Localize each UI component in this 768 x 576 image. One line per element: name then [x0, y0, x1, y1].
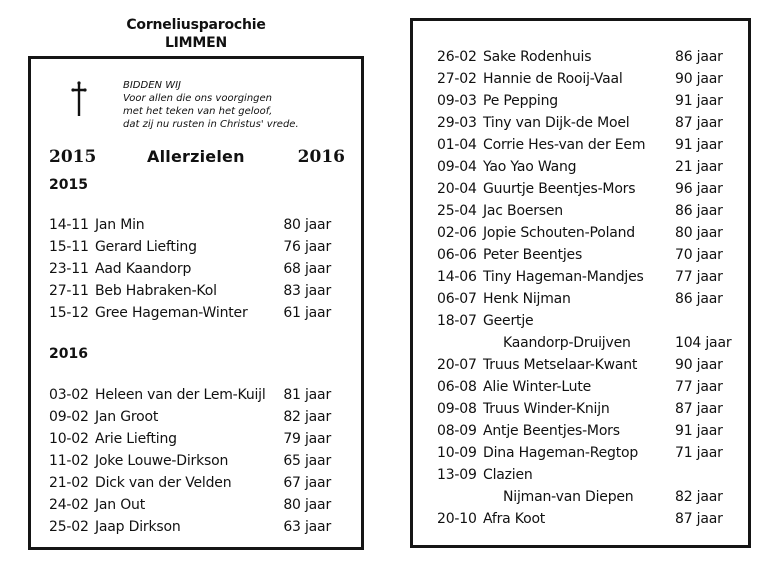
entry-age: 91 jaar	[675, 93, 723, 109]
section-heading-2015: 2015	[49, 177, 88, 193]
list-item	[437, 508, 729, 530]
list-item	[437, 222, 729, 244]
entry-age: 80 jaar	[675, 225, 723, 241]
prayer-text	[123, 79, 353, 131]
parish-name: Corneliusparochie	[126, 17, 266, 33]
entry-age: 82 jaar	[675, 489, 723, 505]
entry-date: 27-02	[437, 71, 477, 87]
entry-date: 20-10	[437, 511, 477, 527]
list-item	[49, 516, 331, 538]
list-item	[437, 178, 729, 200]
list-item	[437, 68, 729, 90]
entry-date: 15-12	[49, 305, 89, 321]
entry-age: 90 jaar	[675, 71, 723, 87]
entry-name: Antje Beentjes-Mors	[483, 423, 620, 439]
prayer-line: BIDDEN WIJ	[123, 80, 181, 91]
entry-date: 14-11	[49, 217, 89, 233]
entry-age: 81 jaar	[283, 387, 331, 403]
entry-name: Jaap Dirkson	[95, 519, 181, 535]
entry-name: Truus Winder-Knijn	[483, 401, 610, 417]
entry-age: 67 jaar	[283, 475, 331, 491]
section-heading-2016: 2016	[49, 346, 88, 362]
list-item	[437, 442, 729, 464]
entry-age: 21 jaar	[675, 159, 723, 175]
entry-age: 96 jaar	[675, 181, 723, 197]
title-year-right: 2016	[297, 147, 345, 167]
entry-age: 90 jaar	[675, 357, 723, 373]
entry-date: 25-04	[437, 203, 477, 219]
entry-name: Gree Hageman-Winter	[95, 305, 248, 321]
list-item	[437, 266, 729, 288]
entry-name: Peter Beentjes	[483, 247, 583, 263]
entry-date: 09-08	[437, 401, 477, 417]
entry-date: 09-04	[437, 159, 477, 175]
entry-age: 79 jaar	[283, 431, 331, 447]
entry-name: Jan Min	[95, 217, 145, 233]
list-item	[437, 46, 729, 68]
list-item	[437, 310, 729, 332]
list-item	[49, 236, 331, 258]
entry-age: 82 jaar	[283, 409, 331, 425]
entry-name: Truus Metselaar-Kwant	[483, 357, 638, 373]
entry-date: 23-11	[49, 261, 89, 277]
left-panel	[28, 56, 364, 550]
entry-age: 71 jaar	[675, 445, 723, 461]
entry-name: Nijman-van Diepen	[503, 489, 634, 505]
entry-age: 104 jaar	[675, 335, 732, 351]
entry-age: 65 jaar	[283, 453, 331, 469]
entry-name: Tiny van Dijk-de Moel	[483, 115, 630, 131]
entry-date: 26-02	[437, 49, 477, 65]
entry-age: 70 jaar	[675, 247, 723, 263]
entry-date: 24-02	[49, 497, 89, 513]
entry-name: Dina Hageman-Regtop	[483, 445, 639, 461]
list-item	[49, 384, 331, 406]
entry-date: 06-08	[437, 379, 477, 395]
list-right	[437, 46, 732, 530]
list-item	[437, 464, 729, 486]
entry-name: Heleen van der Lem-Kuijl	[95, 387, 266, 403]
entry-date: 08-09	[437, 423, 477, 439]
entry-date: 18-07	[437, 313, 477, 329]
entry-age: 68 jaar	[283, 261, 331, 277]
list-item	[437, 288, 729, 310]
entry-age: 87 jaar	[675, 401, 723, 417]
entry-name: Corrie Hes-van der Eem	[483, 137, 646, 153]
entry-name: Pe Pepping	[483, 93, 558, 109]
list-item	[437, 354, 729, 376]
prayer-line: met het teken van het geloof,	[123, 106, 273, 117]
list-item	[49, 280, 331, 302]
list-item	[49, 214, 331, 236]
entry-age: 77 jaar	[675, 379, 723, 395]
entry-name: Yao Yao Wang	[483, 159, 577, 175]
list-item	[49, 258, 331, 280]
entry-name: Henk Nijman	[483, 291, 571, 307]
cross-icon	[71, 81, 87, 117]
prayer-line: dat zij nu rusten in Christus' vrede.	[123, 119, 299, 130]
list-item	[437, 486, 729, 508]
entry-age: 86 jaar	[675, 203, 723, 219]
list-item	[437, 376, 729, 398]
entry-name: Arie Liefting	[95, 431, 177, 447]
title-year-left: 2015	[49, 147, 97, 167]
title-row	[49, 147, 345, 173]
entry-date: 11-02	[49, 453, 89, 469]
entry-name: Kaandorp-Druijven	[503, 335, 631, 351]
entry-name: Jopie Schouten-Poland	[483, 225, 635, 241]
entry-date: 10-02	[49, 431, 89, 447]
entry-date: 13-09	[437, 467, 477, 483]
list-item	[437, 420, 729, 442]
entry-date: 09-03	[437, 93, 477, 109]
list-item	[49, 428, 331, 450]
right-panel	[410, 18, 751, 548]
entry-date: 06-07	[437, 291, 477, 307]
entry-date: 03-02	[49, 387, 89, 403]
list-item	[49, 406, 331, 428]
entry-name: Afra Koot	[483, 511, 546, 527]
list-item	[437, 200, 729, 222]
entry-age: 76 jaar	[283, 239, 331, 255]
entry-date: 20-07	[437, 357, 477, 373]
list-2015	[49, 214, 331, 324]
entry-age: 91 jaar	[675, 137, 723, 153]
entry-name: Gerard Liefting	[95, 239, 197, 255]
list-item	[437, 398, 729, 420]
entry-age: 83 jaar	[283, 283, 331, 299]
entry-date: 09-02	[49, 409, 89, 425]
entry-name: Beb Habraken-Kol	[95, 283, 217, 299]
entry-age: 87 jaar	[675, 115, 723, 131]
entry-date: 01-04	[437, 137, 477, 153]
entry-age: 80 jaar	[283, 497, 331, 513]
list-item	[49, 494, 331, 516]
entry-name: Joke Louwe-Dirkson	[95, 453, 229, 469]
parish-location: LIMMEN	[164, 35, 228, 51]
entry-date: 25-02	[49, 519, 89, 535]
entry-age: 86 jaar	[675, 49, 723, 65]
entry-name: Jac Boersen	[483, 203, 563, 219]
entry-age: 87 jaar	[675, 511, 723, 527]
entry-name: Hannie de Rooij-Vaal	[483, 71, 623, 87]
entry-date: 29-03	[437, 115, 477, 131]
entry-name: Dick van der Velden	[95, 475, 232, 491]
list-item	[437, 112, 729, 134]
list-item	[49, 450, 331, 472]
entry-date: 10-09	[437, 445, 477, 461]
entry-name: Geertje	[483, 313, 534, 329]
entry-name: Jan Groot	[95, 409, 159, 425]
entry-date: 14-06	[437, 269, 477, 285]
list-item	[437, 244, 729, 266]
list-2016	[49, 384, 331, 538]
list-item	[49, 302, 331, 324]
entry-name: Aad Kaandorp	[95, 261, 192, 277]
entry-date: 15-11	[49, 239, 89, 255]
page-title: Allerzielen	[147, 147, 245, 166]
entry-age: 91 jaar	[675, 423, 723, 439]
parish-header	[28, 16, 364, 52]
entry-name: Clazien	[483, 467, 533, 483]
entry-date: 06-06	[437, 247, 477, 263]
entry-name: Sake Rodenhuis	[483, 49, 592, 65]
entry-age: 80 jaar	[283, 217, 331, 233]
entry-age: 61 jaar	[283, 305, 331, 321]
entry-date: 20-04	[437, 181, 477, 197]
entry-name: Jan Out	[95, 497, 146, 513]
entry-date: 21-02	[49, 475, 89, 491]
entry-age: 86 jaar	[675, 291, 723, 307]
list-item	[437, 134, 729, 156]
entry-age: 63 jaar	[283, 519, 331, 535]
list-item	[437, 332, 732, 354]
prayer-line: Voor allen die ons voorgingen	[123, 93, 273, 104]
entry-name: Tiny Hageman-Mandjes	[483, 269, 644, 285]
entry-age: 77 jaar	[675, 269, 723, 285]
entry-name: Alie Winter-Lute	[483, 379, 592, 395]
entry-name: Guurtje Beentjes-Mors	[483, 181, 636, 197]
list-item	[437, 156, 729, 178]
list-item	[437, 90, 729, 112]
entry-date: 27-11	[49, 283, 89, 299]
entry-date: 02-06	[437, 225, 477, 241]
list-item	[49, 472, 331, 494]
